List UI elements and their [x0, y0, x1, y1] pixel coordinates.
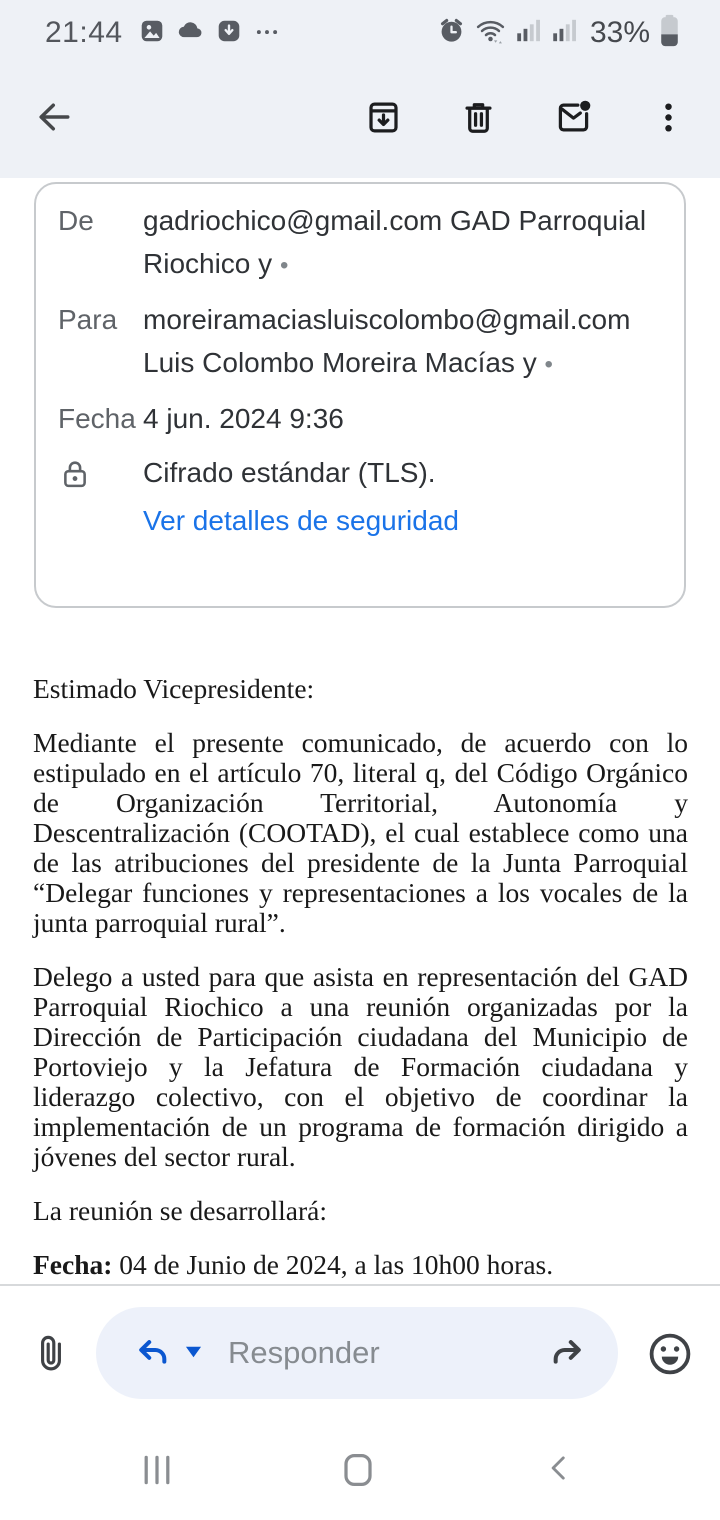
meeting-date-paragraph: [33, 1250, 688, 1280]
body-paragraph: La reunión se desarrollará:: [33, 1195, 327, 1226]
email-body: [33, 674, 688, 1304]
encryption-status: Cifrado estándar (TLS).: [143, 457, 436, 488]
from-label: De: [58, 205, 94, 236]
overflow-menu-button[interactable]: [646, 95, 690, 139]
attachment-icon: [30, 1333, 72, 1378]
battery-percent: 33%: [589, 16, 650, 49]
to-expand-dot[interactable]: •: [544, 351, 553, 378]
forward-icon: [548, 1333, 588, 1373]
home-button[interactable]: [340, 1452, 376, 1491]
recents-icon: [139, 1452, 175, 1491]
to-row: [58, 298, 660, 386]
nav-back-button[interactable]: [543, 1452, 575, 1487]
meeting-date-label: Fecha:: [33, 1249, 113, 1280]
lock-icon: [58, 451, 143, 542]
wifi-icon: [475, 16, 506, 50]
from-value: gadriochico@gmail.com GAD Parroquial Riochico y •: [143, 205, 647, 279]
reply-bar: [0, 1284, 720, 1420]
emoji-button[interactable]: [646, 1330, 694, 1378]
gallery-icon: [139, 18, 165, 49]
meeting-date-text: 04 de Junio de 2024, a las 10h00 horas.: [119, 1249, 554, 1280]
home-icon: [340, 1452, 376, 1491]
reply-input[interactable]: [226, 1334, 548, 1372]
battery-icon: [659, 14, 680, 52]
mark-unread-button[interactable]: [551, 95, 595, 139]
back-button[interactable]: [32, 95, 76, 139]
nav-back-icon: [543, 1452, 575, 1487]
greeting-paragraph: Estimado Vicepresidente:: [33, 673, 315, 704]
status-bar: [0, 0, 720, 56]
system-status-icons: [437, 14, 680, 52]
date-label: Fecha: [58, 403, 136, 434]
to-label: Para: [58, 304, 118, 335]
quick-reply-pill[interactable]: [96, 1307, 618, 1399]
top-band: [0, 0, 720, 178]
alarm-icon: [437, 16, 466, 50]
attachment-button[interactable]: [30, 1333, 72, 1375]
to-value: moreiramaciasluiscolombo@gmail.com Luis Colombo Moreira Macías y •: [143, 304, 631, 378]
email-details-card: [34, 182, 686, 608]
body-paragraph: Mediante el presente comunicado, de acuerdo con lo estipulado en el artículo 70, literal q, del Código Orgánico de Organización Territorial, Autonomía y Descentralización (COOTAD), el cual establece como una de las atribuciones del presidente de la Junta Parroquial “Delegar funciones y representaciones a los vocales de la junta parroquial rural”.: [33, 727, 688, 938]
reply-mode-dropdown[interactable]: [185, 1346, 202, 1361]
signal-icon-sim2: [551, 17, 578, 49]
more-notifications-icon: [253, 18, 281, 49]
screenshot-icon: [216, 18, 242, 49]
delete-button[interactable]: [456, 95, 500, 139]
security-details-link[interactable]: Ver detalles de seguridad: [143, 505, 459, 536]
notification-icons: [139, 16, 281, 50]
email-toolbar: [0, 56, 720, 178]
forward-button[interactable]: [548, 1333, 588, 1373]
chevron-down-icon: [185, 1346, 202, 1361]
date-row: [58, 397, 660, 440]
reply-icon: [132, 1333, 172, 1373]
navigation-bar: [0, 1420, 720, 1520]
cloud-icon: [176, 16, 205, 50]
recents-button[interactable]: [139, 1452, 175, 1491]
from-row: [58, 199, 660, 287]
date-value: 4 jun. 2024 9:36: [143, 403, 344, 434]
archive-button[interactable]: [361, 95, 405, 139]
emoji-icon: [646, 1330, 694, 1381]
body-paragraph: Delego a usted para que asista en representación del GAD Parroquial Riochico a una reunión organizadas por la Dirección de Participación ciudadana del Municipio de Portoviejo y la Jefatura de Formación ciudadana y liderazgo colectivo, con el objetivo de coordinar la implementación de un programa de formación dirigido a jóvenes del sector rural.: [33, 961, 688, 1172]
reply-button[interactable]: [132, 1333, 172, 1373]
security-row: [58, 451, 660, 542]
from-expand-dot[interactable]: •: [279, 252, 289, 279]
signal-icon-sim1: [515, 17, 542, 49]
status-time: 21:44: [45, 16, 123, 49]
